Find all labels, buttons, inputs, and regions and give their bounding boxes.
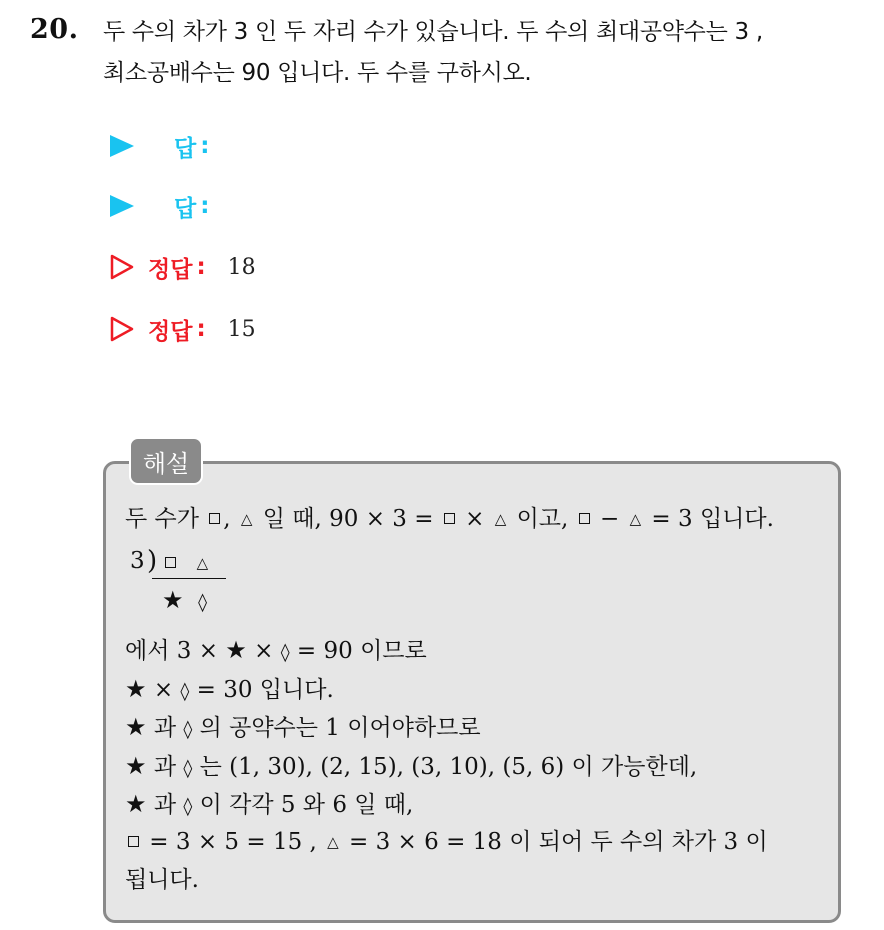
diamond-symbol: ◊ bbox=[280, 642, 290, 663]
answer-colon: : bbox=[200, 193, 210, 219]
text: 과 bbox=[146, 715, 184, 741]
answer-row-1 bbox=[110, 126, 209, 166]
text: − bbox=[592, 506, 627, 532]
answer-row-2 bbox=[110, 186, 209, 226]
square-symbol bbox=[209, 513, 220, 524]
play-arrow-icon bbox=[110, 195, 134, 217]
explanation-line-4 bbox=[125, 671, 334, 704]
text: = 90 이므로 bbox=[289, 638, 427, 664]
diamond-symbol: ◊ bbox=[198, 592, 208, 613]
text: × bbox=[457, 506, 492, 532]
divisor: 3 bbox=[130, 548, 145, 574]
text: 두 수가 bbox=[125, 506, 199, 532]
correct-answer-value: 15 bbox=[227, 316, 256, 342]
correct-answer-label: 정답 bbox=[148, 318, 193, 345]
star-symbol: ★ bbox=[125, 713, 147, 741]
diamond-symbol: ◊ bbox=[183, 758, 193, 779]
text: , bbox=[223, 506, 238, 532]
answer-label: 답 bbox=[174, 135, 197, 162]
question-text-line2: 최소공배수는 90 입니다. 두 수를 구하시오. bbox=[103, 60, 532, 86]
explanation-line-9: 됩니다. bbox=[125, 867, 199, 893]
text: × bbox=[146, 677, 181, 703]
square-symbol bbox=[579, 513, 590, 524]
text: 과 bbox=[146, 792, 184, 818]
explanation-line-5 bbox=[125, 709, 481, 742]
star-symbol: ★ bbox=[125, 675, 147, 703]
quotient-row bbox=[162, 586, 207, 614]
outline-play-arrow-icon bbox=[110, 316, 134, 342]
question-text-line1: 두 수의 차가 3 인 두 자리 수가 있습니다. 두 수의 최대공약수는 3 , bbox=[103, 19, 763, 45]
question-number: 20. bbox=[30, 14, 79, 45]
text: 이 각각 5 와 6 일 때, bbox=[192, 792, 414, 818]
explanation-line-8 bbox=[125, 823, 768, 856]
correct-answer-label: 정답 bbox=[148, 256, 193, 283]
text: = 30 입니다. bbox=[189, 677, 334, 703]
correct-answer-colon: : bbox=[196, 254, 206, 280]
text: 의 공약수는 1 이어야하므로 bbox=[192, 715, 481, 741]
explanation-line-1 bbox=[125, 500, 774, 533]
division-bracket: ) bbox=[147, 546, 158, 576]
text: 이고, bbox=[509, 506, 576, 532]
correct-answer-row-1 bbox=[110, 247, 256, 287]
triangle-symbol: △ bbox=[629, 510, 642, 528]
text: 에서 3 × bbox=[125, 638, 226, 664]
answer-colon: : bbox=[200, 133, 210, 159]
diamond-symbol: ◊ bbox=[183, 719, 193, 740]
explanation-tab: 해설 bbox=[129, 437, 203, 485]
correct-answer-colon: : bbox=[196, 316, 206, 342]
text: 는 (1, 30), (2, 15), (3, 10), (5, 6) 이 가능한데, bbox=[192, 754, 698, 780]
text: = 3 × 5 = 15 , bbox=[142, 829, 325, 855]
square-symbol bbox=[444, 513, 455, 524]
star-symbol: ★ bbox=[125, 790, 147, 818]
triangle-symbol: △ bbox=[196, 554, 209, 572]
triangle-symbol: △ bbox=[327, 833, 339, 851]
text: = 3 × 6 = 18 이 되어 두 수의 차가 3 이 bbox=[341, 829, 768, 855]
text: 과 bbox=[146, 754, 184, 780]
correct-answer-value: 18 bbox=[227, 254, 256, 280]
triangle-symbol: △ bbox=[494, 510, 507, 528]
diamond-symbol: ◊ bbox=[183, 796, 193, 817]
diamond-symbol: ◊ bbox=[180, 681, 190, 702]
play-arrow-icon bbox=[110, 135, 134, 157]
text: = 3 입니다. bbox=[644, 506, 774, 532]
correct-answer-row-2 bbox=[110, 309, 256, 349]
division-line bbox=[152, 578, 226, 579]
triangle-symbol: △ bbox=[240, 510, 253, 528]
answer-label: 답 bbox=[174, 195, 197, 222]
square-symbol bbox=[165, 557, 176, 568]
star-symbol: ★ bbox=[162, 586, 184, 614]
explanation-line-6 bbox=[125, 748, 697, 781]
text: 일 때, 90 × 3 = bbox=[255, 506, 441, 532]
outline-play-arrow-icon bbox=[110, 254, 134, 280]
square-symbol bbox=[128, 836, 139, 847]
text: × bbox=[246, 638, 281, 664]
star-symbol: ★ bbox=[225, 636, 247, 664]
dividend-row bbox=[162, 550, 232, 576]
explanation-line-7 bbox=[125, 786, 413, 819]
star-symbol: ★ bbox=[125, 752, 147, 780]
explanation-line-3 bbox=[125, 632, 427, 665]
